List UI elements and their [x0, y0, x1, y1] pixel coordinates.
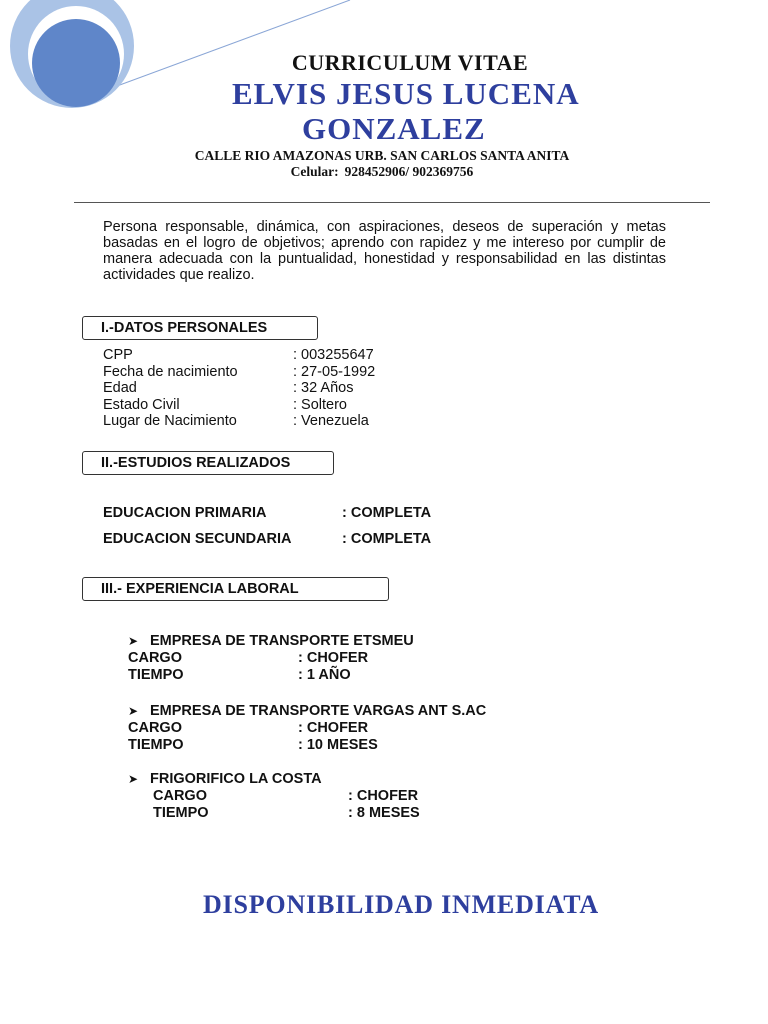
job-cargo-row	[128, 788, 419, 805]
personal-label: Fecha de nacimiento	[103, 363, 238, 380]
job-entry	[128, 703, 486, 754]
personal-value: : 003255647	[293, 347, 374, 363]
arrow-bullet-icon: ➤	[128, 704, 139, 718]
job-tiempo-row	[128, 667, 414, 684]
phone-label: Celular:	[290, 164, 339, 179]
personal-value: : 27-05-1992	[293, 363, 376, 380]
header-divider	[74, 202, 710, 203]
company-name: EMPRESA DE TRANSPORTE ETSMEU	[150, 633, 414, 649]
arrow-bullet-icon: ➤	[128, 772, 139, 786]
cargo-value: : CHOFER	[298, 650, 369, 666]
study-label: EDUCACION SECUNDARIA	[103, 531, 292, 547]
job-entry	[128, 633, 414, 684]
job-company	[128, 771, 322, 788]
study-value: : COMPLETA	[342, 531, 432, 547]
company-name: EMPRESA DE TRANSPORTE VARGAS ANT S.AC	[150, 703, 487, 719]
study-label: EDUCACION PRIMARIA	[103, 505, 267, 521]
tiempo-label: TIEMPO	[153, 805, 209, 821]
job-company	[128, 633, 414, 650]
personal-value: : 32 Años	[293, 380, 354, 397]
company-name: FRIGORIFICO LA COSTA	[150, 771, 322, 787]
tiempo-label: TIEMPO	[128, 737, 184, 753]
arrow-bullet-icon: ➤	[128, 634, 139, 648]
personal-label: Edad	[103, 380, 137, 397]
phone	[0, 164, 764, 180]
availability-statement: DISPONIBILIDAD INMEDIATA	[202, 890, 599, 919]
profile-summary: Persona responsable, dinámica, con aspiraciones, deseos de superación y metas basadas en el logro de objetivos; aprendo con rapidez y me intereso por cumplir de manera adecuada con la puntualidad, honestidad y responsabilidad en las distintas actividades que realizo.	[103, 219, 666, 283]
tiempo-value: : 10 MESES	[298, 737, 378, 753]
candidate-name-line2: GONZALEZ	[302, 111, 486, 146]
personal-label: Lugar de Nacimiento	[103, 413, 237, 430]
cargo-value: : CHOFER	[298, 720, 369, 736]
job-tiempo-row	[128, 805, 420, 822]
personal-label: CPP	[103, 347, 133, 363]
job-cargo-row	[128, 720, 486, 737]
job-tiempo-row	[128, 737, 486, 754]
job-entry	[128, 771, 420, 822]
cargo-label: CARGO	[128, 650, 182, 666]
section-heading-personal: I.-DATOS PERSONALES	[82, 316, 318, 340]
job-company	[128, 703, 486, 720]
cargo-value: : CHOFER	[348, 788, 419, 804]
tiempo-value: : 8 MESES	[348, 805, 420, 821]
personal-label: Estado Civil	[103, 396, 180, 413]
tiempo-label: TIEMPO	[128, 667, 184, 683]
cargo-label: CARGO	[153, 788, 207, 804]
section-heading-studies: II.-ESTUDIOS REALIZADOS	[82, 451, 334, 475]
cargo-label: CARGO	[128, 720, 182, 736]
document-title: CURRICULUM VITAE	[291, 50, 529, 75]
candidate-name-line1: ELVIS JESUS LUCENA	[232, 76, 580, 111]
phone-value: 928452906/ 902369756	[344, 164, 474, 179]
address: CALLE RIO AMAZONAS URB. SAN CARLOS SANTA ANITA	[194, 148, 570, 163]
personal-value: : Venezuela	[293, 413, 369, 430]
tiempo-value: : 1 AÑO	[298, 667, 351, 683]
personal-value: : Soltero	[293, 396, 347, 413]
job-cargo-row	[128, 650, 414, 667]
study-value: : COMPLETA	[342, 505, 432, 521]
section-heading-experience: III.- EXPERIENCIA LABORAL	[82, 577, 389, 601]
